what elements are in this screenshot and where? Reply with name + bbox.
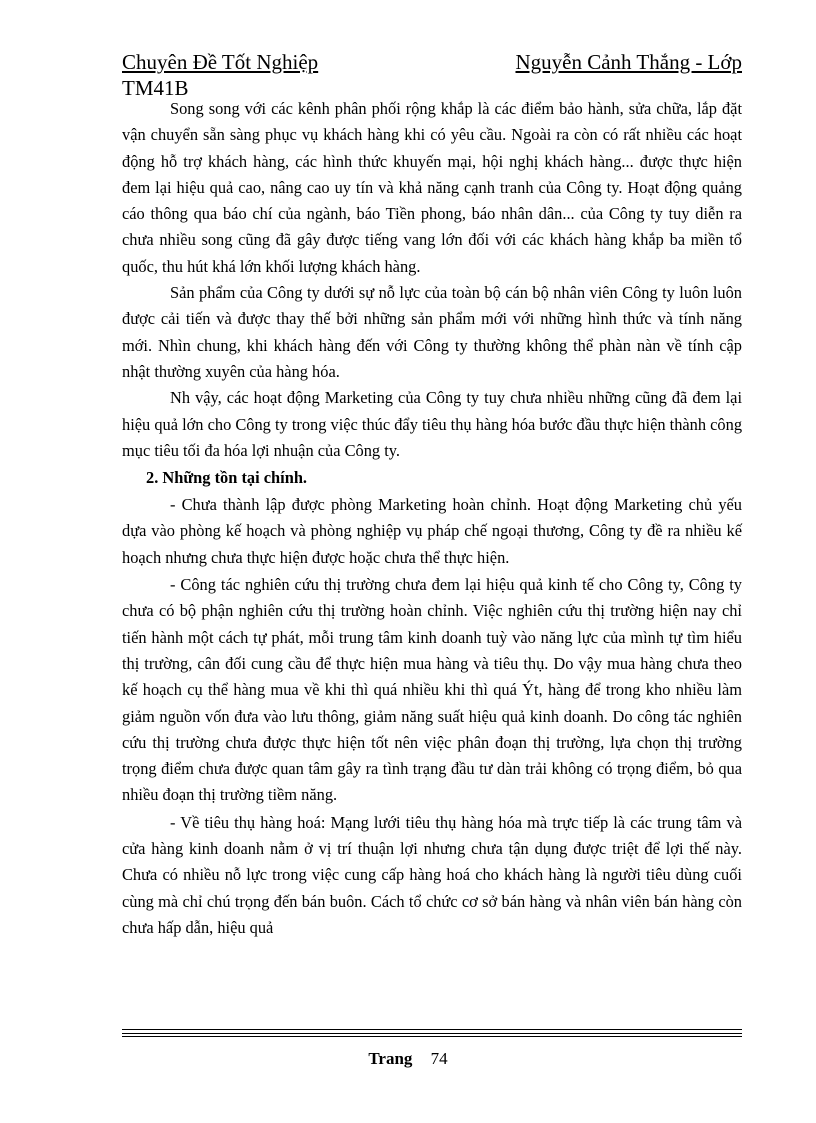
- class-code: TM41B: [122, 76, 189, 100]
- footer-divider: [122, 1033, 742, 1034]
- page-footer: [0, 1048, 816, 1070]
- header-row: [122, 49, 742, 75]
- footer-divider: [122, 1036, 742, 1037]
- footer-divider: [122, 1029, 742, 1030]
- section-heading: 2. Những tồn tại chính.: [146, 468, 308, 488]
- paragraph-distribution: Song song với các kênh phân phối rộng khắp là các điểm bảo hành, sửa chữa, lắp đặt vận chuyển sẵn sàng phục vụ khách hàng khi có yêu cầu. Ngoài ra còn có rất nhiều các hoạt động hỗ trợ khách hàng, các hình thức khuyến mại, hội nghị khách hàng... được thực hiện đem lại hiệu quả cao, nâng cao uy tín và khả năng cạnh tranh của Công ty. Hoạt động quảng cáo thông qua báo chí của ngành, báo Tiền phong, báo nhân dân... của Công ty tuy diễn ra chưa nhiều song cũng đã gây được tiếng vang lớn đối với các khách hàng khắp ba miền tổ quốc, thu hút khá lớn khối lượng khách hàng.: [122, 99, 742, 276]
- document-title: Chuyên Đề Tốt Nghiệp: [122, 50, 319, 74]
- paragraph-marketing-summary: Nh vậy, các hoạt động Marketing của Công ty tuy chưa nhiều những cũng đã đem lại hiệu quả lớn cho Công ty trong việc thúc đẩy tiêu thụ hàng hóa bước đầu thực hiện thành công mục tiêu tối đa hóa lợi nhuận của Công ty.: [122, 388, 743, 460]
- issue-sales: - Về tiêu thụ hàng hoá: Mạng lưới tiêu thụ hàng hóa mà trực tiếp là các trung tâm và cửa hàng kinh doanh nằm ở vị trí thuận lợi nhưng chưa tận dụng được triệt để lợi thế này. Chưa có nhiều nỗ lực trong việc cung cấp hàng hoá cho khách hàng là người tiêu dùng cuối cùng mà chỉ chú trọng đến bán buôn. Cách tổ chức cơ sở bán hàng và nhân viên bán hàng còn chưa hấp dẫn, hiệu quả: [122, 812, 742, 937]
- page-label: Trang: [368, 1049, 413, 1068]
- page-header: [122, 49, 742, 101]
- author-name: Nguyễn Cảnh Thắng - Lớp: [515, 50, 742, 74]
- issue-marketing-department: - Chưa thành lập được phòng Marketing hoàn chỉnh. Hoạt động Marketing chủ yếu dựa vào phòng kế hoạch và phòng nghiệp vụ pháp chế ngoại thương, Công ty đề ra nhiều kế hoạch nhưng chưa thực hiện được hoặc chưa thể thực hiện.: [122, 495, 742, 567]
- page-body: [122, 96, 742, 941]
- issue-market-research: - Công tác nghiên cứu thị trường chưa đem lại hiệu quả kinh tế cho Công ty, Công ty chưa có bộ phận nghiên cứu thị trường hoàn chỉnh. Việc nghiên cứu thị trường hiện nay chỉ tiến hành một cách tự phát, mỗi trung tâm kinh doanh tuỳ vào năng lực của mình tự tìm hiểu thị trường, cân đối cung cầu để thực hiện mua hàng và tiêu thụ. Do vậy mua hàng chưa theo kế hoạch cụ thể hàng mua về khi thì quá nhiều khi thì quá Ýt, hàng để trong kho nhiều làm giảm nguồn vốn đưa vào lưu thông, giảm năng suất hiệu quả kinh doanh. Do công tác nghiên cứu thị trường chưa được thực hiện tốt nên việc phân đoạn thị trường, lựa chọn thị trường trọng điểm chưa được quan tâm gây ra tình trạng đầu tư dàn trải không có trọng điểm, bỏ qua nhiều đoạn thị trường tiềm năng.: [122, 575, 742, 805]
- paragraph-products: Sản phẩm của Công ty dưới sự nỗ lực của toàn bộ cán bộ nhân viên Công ty luôn luôn được cải tiến và được thay thế bởi những sản phẩm mới với những hình thức và tính năng mới. Nhìn chung, khi khách hàng đến với Công ty thường không thể phàn nàn về tính cập nhật thường xuyên của hàng hóa.: [122, 283, 742, 381]
- page-number: 74: [430, 1049, 448, 1068]
